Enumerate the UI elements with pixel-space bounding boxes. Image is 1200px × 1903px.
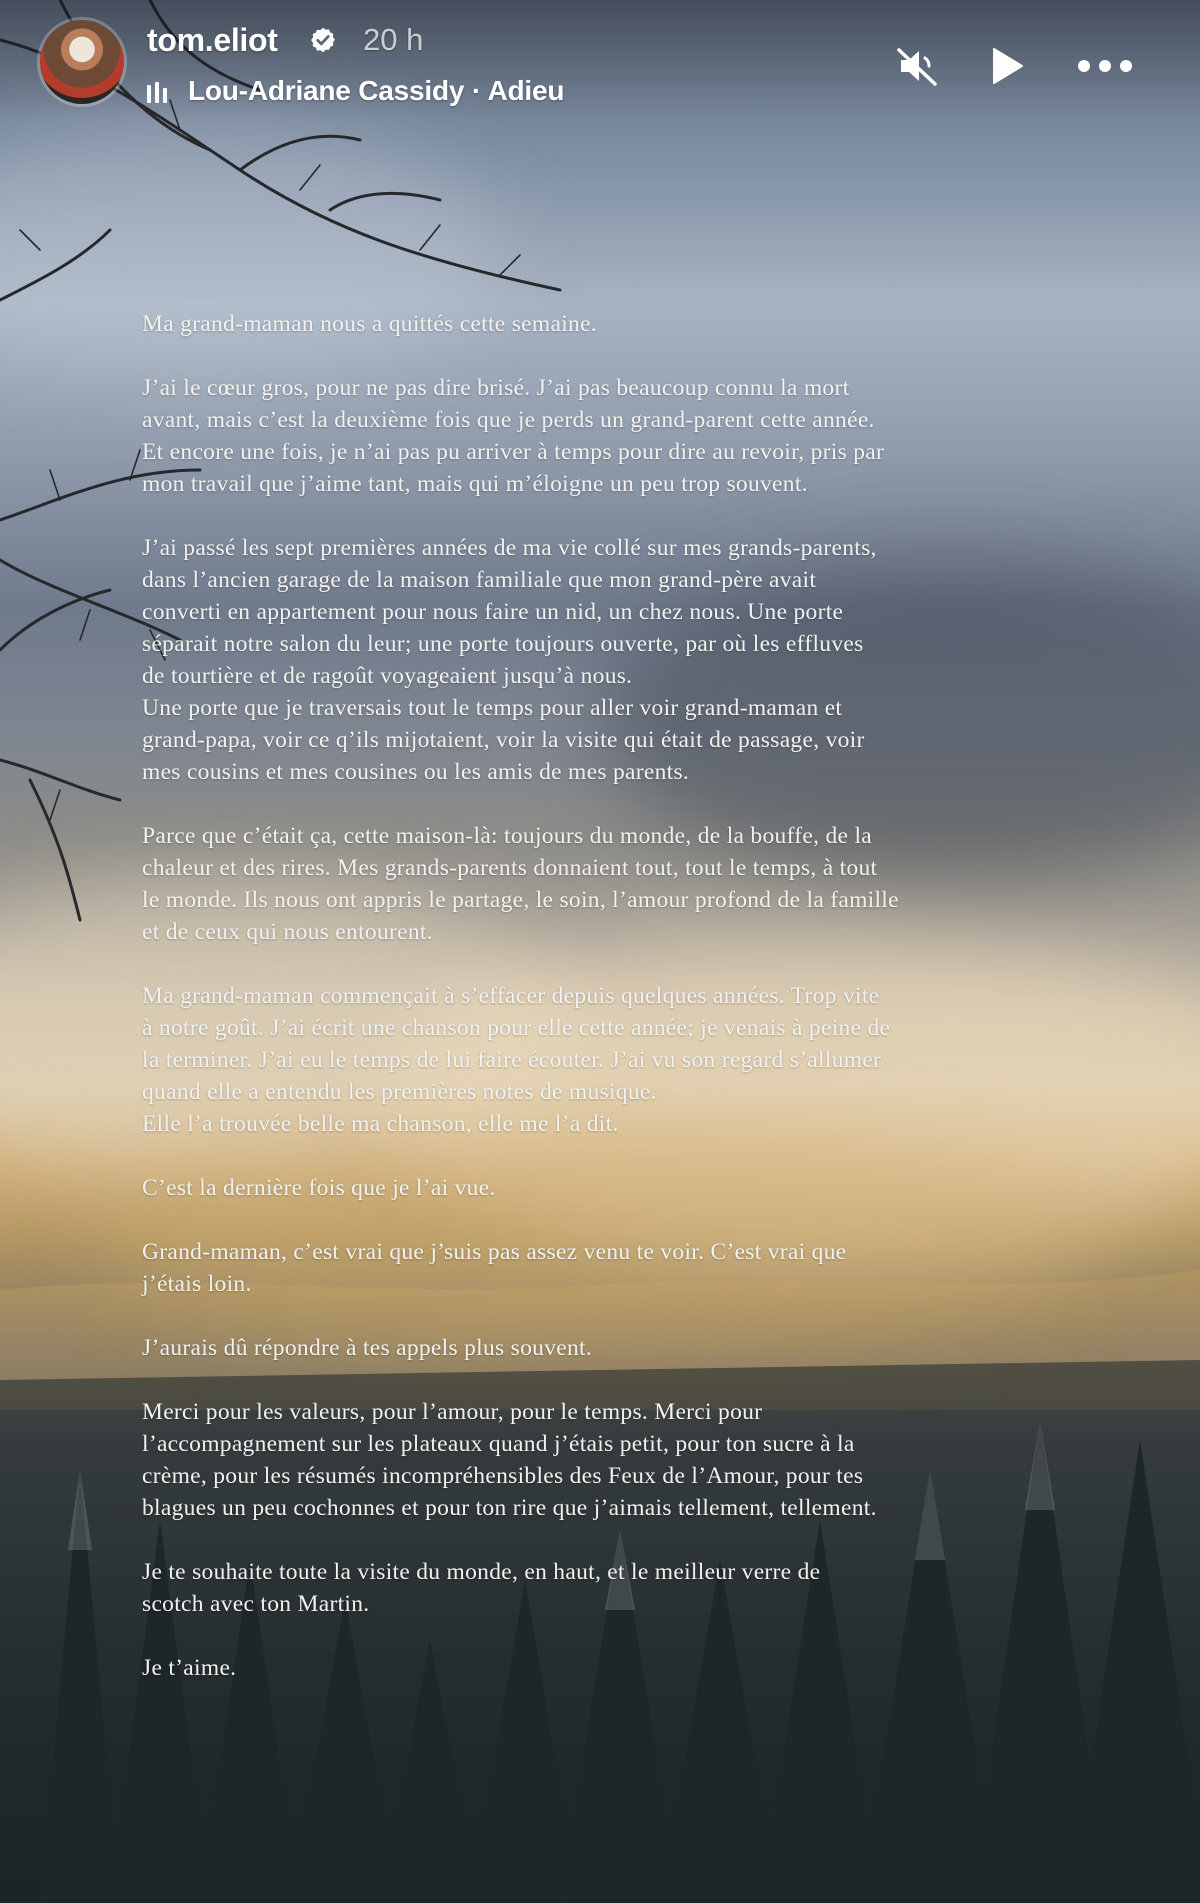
play-icon [984,44,1028,88]
paragraph: Je te souhaite toute la visite du monde, en haut, et le meilleur verre de scotch avec ton Martin. [142,1559,821,1617]
story-header [0,0,1200,120]
speaker-muted-icon [893,42,941,90]
paragraph: Ma grand-maman commençait à s’effacer depuis quelques années. Trop vite à notre goût. J’ai écrit une chanson pour elle cette année; je venais à peine de la terminer. J’ai eu le temps de lui faire écouter. J’ai vu son regard s’allumer quand elle a entendu les premières notes de musique. Elle l’a trouvée belle ma chanson, elle me l’a dit. [142,983,891,1137]
paragraph: Ma grand-maman nous a quittés cette semaine. [142,311,597,337]
timestamp: 20 h [363,22,424,57]
paragraph: J’ai passé les sept premières années de ma vie collé sur mes grands-parents, dans l’ancien garage de la maison familiale que mon grand-père avait converti en appartement pour nous faire un nid, un chez nous. Une porte séparait notre salon du leur; une porte toujours ouverte, par où les effluves de tourtière et de ragoût voyageaient jusqu’à nous. Une porte que je traversais tout le temps pour aller voir grand-maman et grand-papa, voir ce q’ils mijotaient, voir la visite qui était de passage, voir mes cousins et mes cousines ou les amis de mes parents. [142,535,877,785]
username[interactable]: tom.eliot [147,22,278,58]
music-track-label[interactable]: Lou-Adriane Cassidy · Adieu [188,75,565,106]
paragraph: J’ai le cœur gros, pour ne pas dire brisé. J’ai pas beaucoup connu la mort avant, mais c’est la deuxième fois que je perds un grand-parent cette année. Et encore une fois, je n’ai pas pu arriver à temps pour dire au revoir, pris par mon travail que j’aime tant, mais qui m’éloigne un peu trop souvent. [142,375,885,497]
paragraph: Merci pour les valeurs, pour l’amour, pour le temps. Merci pour l’accompagnement sur les plateaux quand j’étais petit, pour ton sucre à la crème, pour les résumés incompréhensibles des Feux de l’Amour, pour tes blagues un peu cochonnes et pour ton rire que j’aimais tellement, tellement. [142,1399,877,1521]
more-options-button[interactable] [1075,38,1135,94]
audio-bars-icon [146,82,172,104]
paragraph: Grand-maman, c’est vrai que j’suis pas assez venu te voir. C’est vrai que j’étais loin. [142,1239,847,1297]
paragraph: C’est la dernière fois que je l’ai vue. [142,1175,496,1201]
mute-button[interactable] [889,38,945,94]
paragraph: Parce que c’était ça, cette maison-là: toujours du monde, de la bouffe, de la chaleur et des rires. Mes grands-parents donnaient tout, tout le temps, à tout le monde. Ils nous ont appris le partage, le soin, l’amour profond de la famille et de ceux qui nous entourent. [142,823,899,945]
ellipsis-icon [1075,56,1135,76]
play-button[interactable] [978,38,1034,94]
verified-badge-icon [309,26,337,54]
story-text [142,308,1077,1716]
avatar[interactable] [40,20,124,104]
paragraph: Je t’aime. [142,1655,237,1681]
paragraph: J’aurais dû répondre à tes appels plus souvent. [142,1335,593,1361]
